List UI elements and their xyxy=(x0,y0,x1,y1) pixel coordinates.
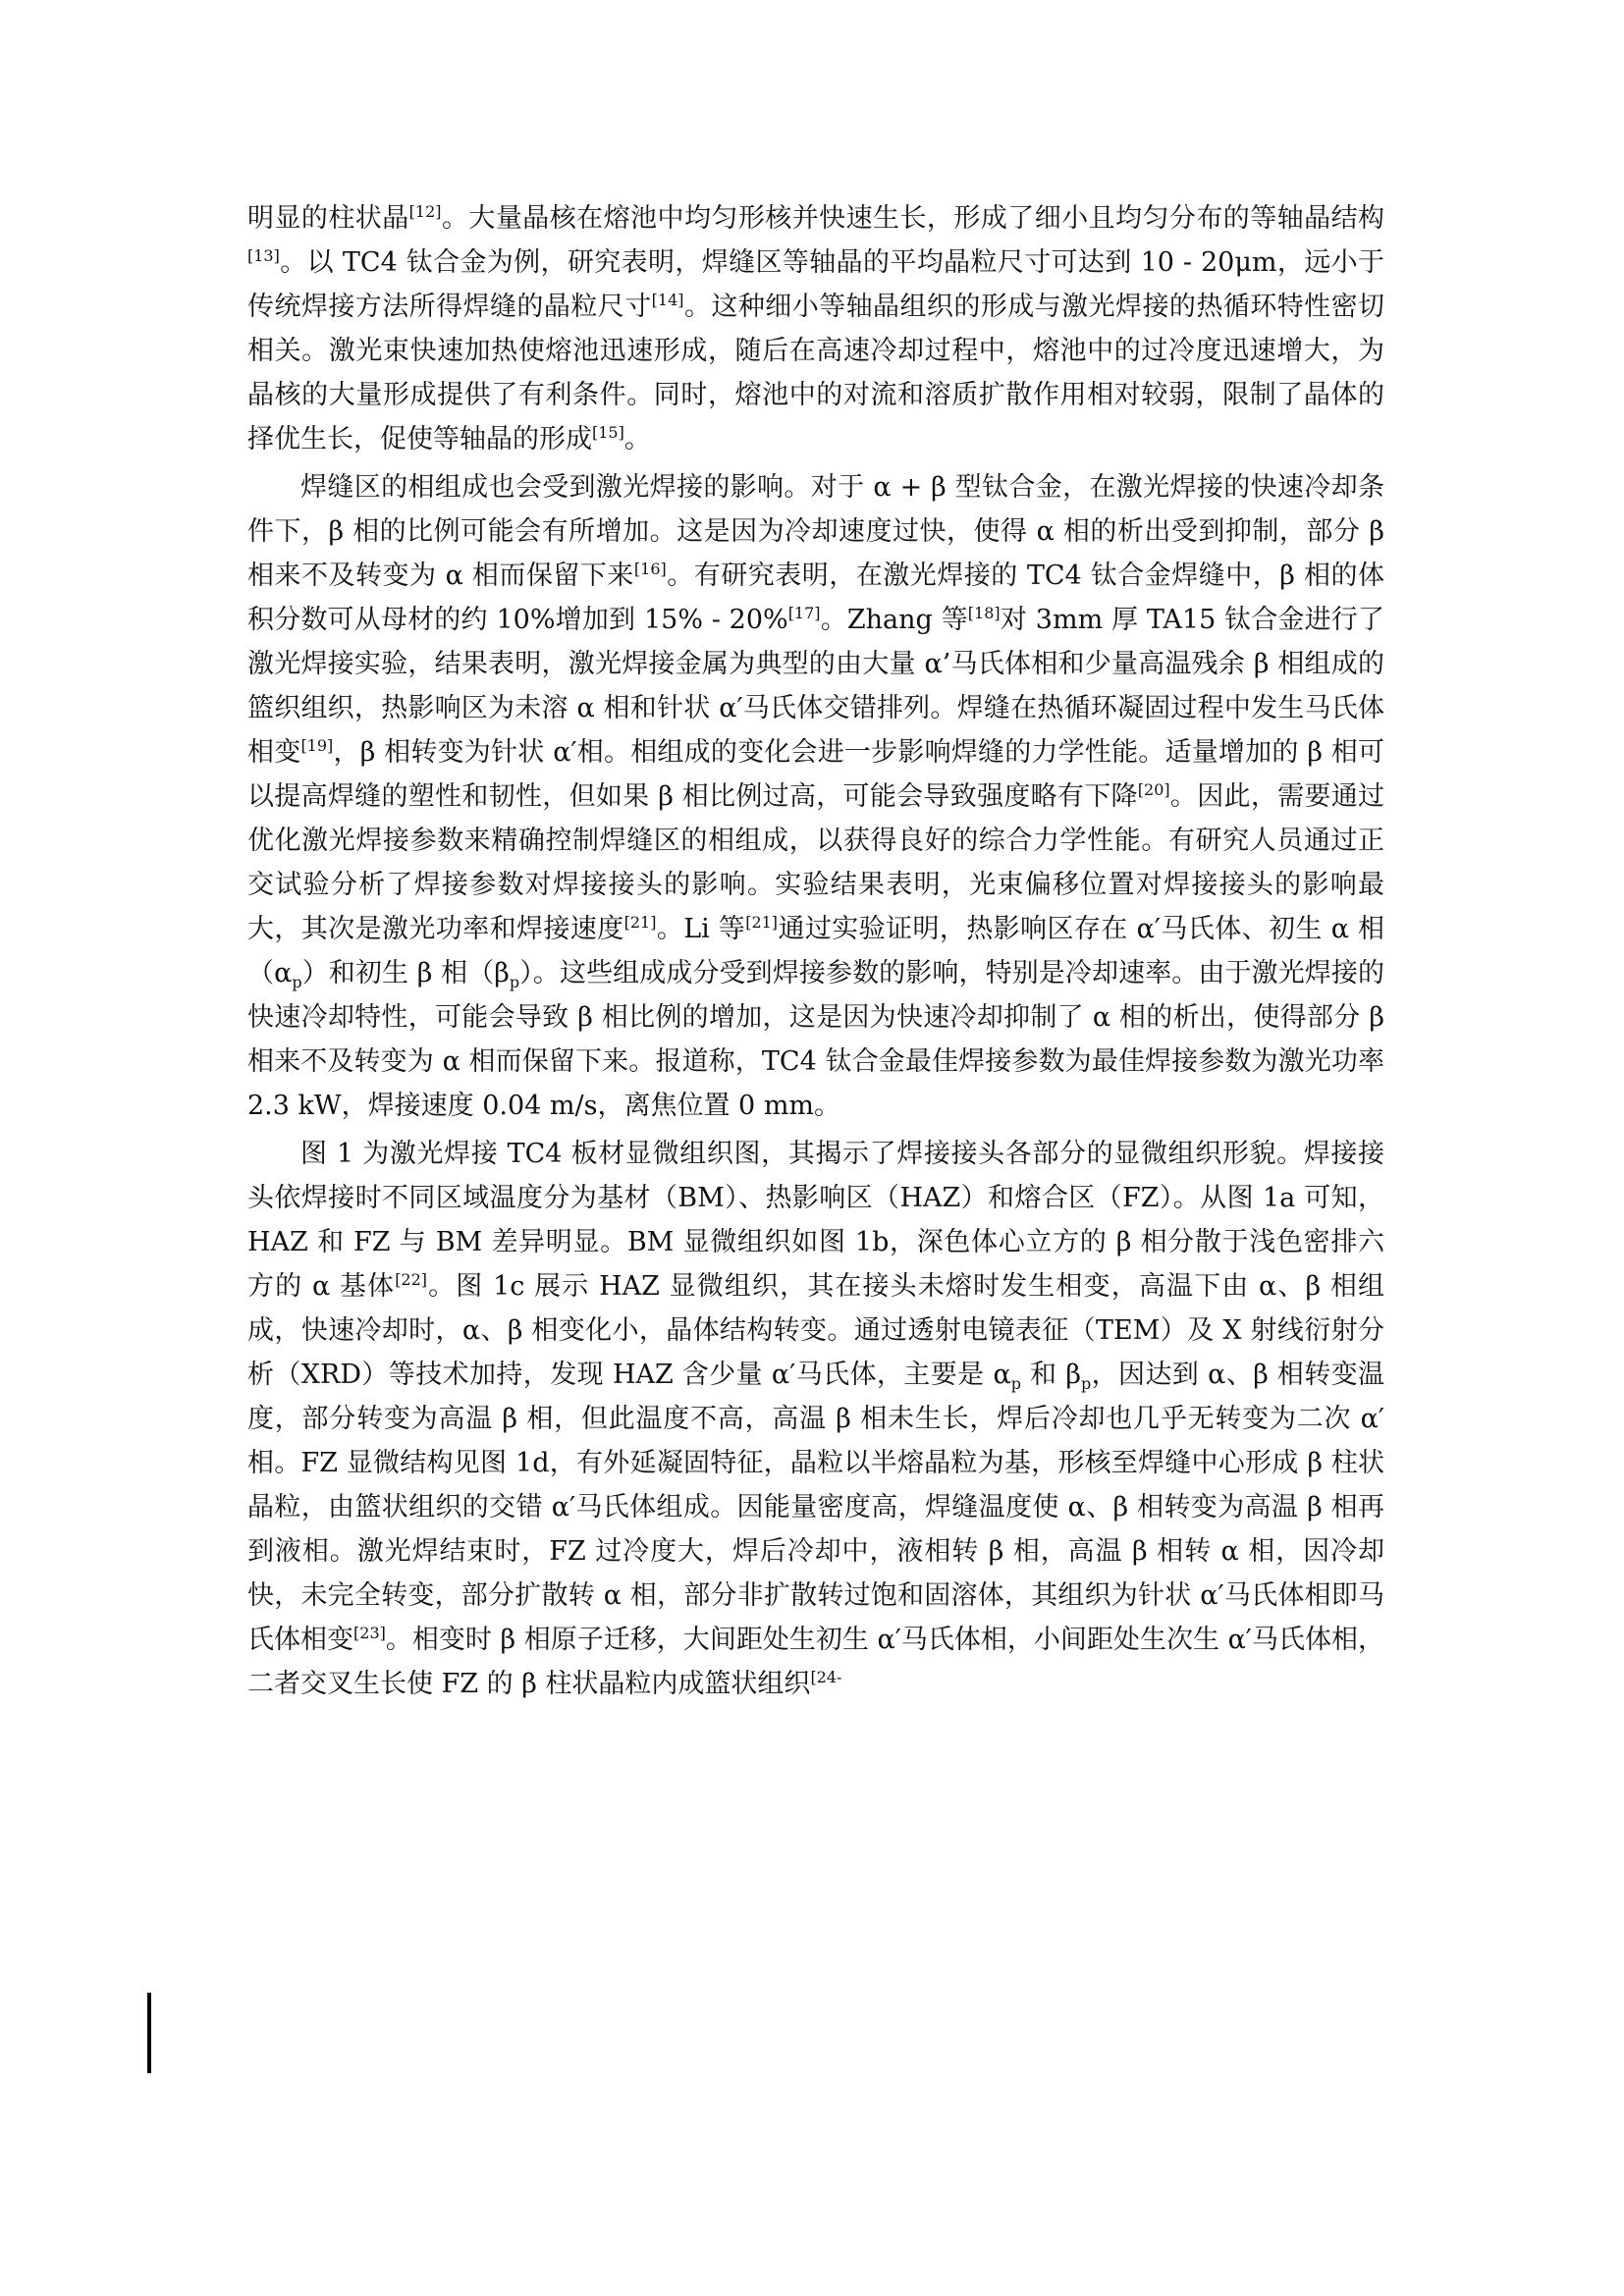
paragraph-text: 。图 1c 展示 HAZ 显微组织，其在接头未熔时发生相变，高温下由 α、β 相组成，快速冷却时，α、β 相变化小，晶体结构转变。通过透射电镜表征（TEM）及 X 射线衍射分析（XRD）等技术加持，发现 HAZ 含少量 α′马氏体，主要是 α xyxy=(247,1271,1384,1390)
citation-superscript: [19] xyxy=(300,736,334,755)
citation-superscript: [21] xyxy=(745,913,779,932)
subscript-text: p xyxy=(1010,1374,1021,1393)
paragraph-text: 。 xyxy=(623,424,651,454)
paragraph-text: 。相变时 β 相原子迁移，大间距处生初生 α′马氏体相，小间距处生次生 α′马氏体相，二者交叉生长使 FZ 的 β 柱状晶粒内成篮状组织 xyxy=(247,1625,1384,1699)
body-paragraph xyxy=(247,465,1384,1128)
citation-superscript: [22] xyxy=(395,1270,428,1289)
document-body xyxy=(247,196,1384,1706)
subscript-text: p xyxy=(292,973,302,991)
body-paragraph xyxy=(247,1132,1384,1706)
subscript-text: p xyxy=(1080,1374,1092,1393)
citation-superscript: [13] xyxy=(247,246,280,265)
paragraph-text: ）。这些组成成分受到焊接参数的影响，特别是冷却速率。由于激光焊接的快速冷却特性，可能会导致 β 相比例的增加，这是因为快速冷却抑制了 α 相的析出，使得部分 β 相来不及转变为 α 相而保留下来。报道称，TC4 钛合金最佳焊接参数为最佳焊接参数为激光功率 2.3 kW，焊接速度 0.04 m/s，离焦位置 0 mm。 xyxy=(247,958,1385,1121)
subscript-text: p xyxy=(509,973,520,991)
paragraph-text: 。因此，需要通过优化激光焊接参数来精确控制焊缝区的相组成，以获得良好的综合力学性能。有研究人员通过正交试验分析了焊接参数对焊接接头的影响。实验结果表明，光束偏移位置对焊接接头的影响最大，其次是激光功率和焊接速度 xyxy=(247,781,1384,944)
paragraph-text: 通过实验证明，热影响区存在 α′马氏体、初生 α 相（α xyxy=(247,914,1384,988)
body-paragraph xyxy=(247,196,1384,461)
citation-superscript: [20] xyxy=(1137,780,1170,799)
paragraph-text: 。有研究表明，在激光焊接的 TC4 钛合金焊缝中，β 相的体积分数可从母材的约 10%增加到 15% - 20% xyxy=(247,561,1384,635)
paragraph-text: 焊缝区的相组成也会受到激光焊接的影响。对于 α + β 型钛合金，在激光焊接的快速冷却条件下，β 相的比例可能会有所增加。这是因为冷却速度过快，使得 α 相的析出受到抑制，部分 β 相来不及转变为 α 相而保留下来 xyxy=(247,472,1384,591)
paragraph-text: ，因达到 α、β 相转变温度，部分转变为高温 β 相，但此温度不高，高温 β 相未生长，焊后冷却也几乎无转变为二次 α′相。FZ 显微结构见图 1d，有外延凝固特征，晶粒以半熔晶粒为基，形核至焊缝中心形成 β 柱状晶粒，由篮状组织的交错 α′马氏体组成。因能量密度高，焊缝温度使 α、β 相转变为高温 β 相再到液相。激光焊结束时，FZ 过冷度大，焊后冷却中，液相转 β 相，高温 β 相转 α 相，因冷却快，未完全转变，部分扩散转 α 相，部分非扩散转过饱和固溶体，其组织为针状 α′马氏体相即马氏体相变 xyxy=(247,1360,1385,1655)
citation-superscript: [24- xyxy=(810,1668,842,1686)
paragraph-text: 。Zhang 等 xyxy=(820,605,968,635)
paragraph-text: 对 3mm 厚 TA15 钛合金进行了激光焊接实验，结果表明，激光焊接金属为典型的由大量 α’马氏体相和少量高温残余 β 相组成的篮织组织，热影响区为未溶 α 相和针状 α′马氏体交错排列。焊缝在热循环凝固过程中发生马氏体相变 xyxy=(247,605,1384,768)
citation-superscript: [17] xyxy=(787,604,821,622)
paragraph-text: 明显的柱状晶 xyxy=(247,203,409,234)
citation-superscript: [23] xyxy=(353,1624,386,1642)
paragraph-text: 。这种细小等轴晶组织的形成与激光焊接的热循环特性密切相关。激光束快速加热使熔池迅速形成，随后在高速冷却过程中，熔池中的过冷度迅速增大，为晶核的大量形成提供了有利条件。同时，熔池中的对流和溶质扩散作用相对较弱，限制了晶体的择优生长，促使等轴晶的形成 xyxy=(247,292,1385,454)
citation-superscript: [16] xyxy=(633,560,667,578)
revision-change-bar xyxy=(147,1993,151,2073)
citation-superscript: [21] xyxy=(623,913,657,932)
citation-superscript: [12] xyxy=(408,202,442,221)
paragraph-text: ）和初生 β 相（β xyxy=(301,958,510,988)
citation-superscript: [18] xyxy=(967,604,1001,622)
citation-superscript: [14] xyxy=(651,291,684,309)
paragraph-text: 。大量晶核在熔池中均匀形核并快速生长，形成了细小且均匀分布的等轴晶结构 xyxy=(441,203,1385,234)
paragraph-text: 。Li 等 xyxy=(656,914,746,944)
citation-superscript: [15] xyxy=(592,423,624,442)
paragraph-text: 和 β xyxy=(1020,1360,1081,1390)
paragraph-text: 。以 TC4 钛合金为例，研究表明，焊缝区等轴晶的平均晶粒尺寸可达到 10 - 20μm，远小于传统焊接方法所得焊缝的晶粒尺寸 xyxy=(247,247,1384,322)
paragraph-text: 图 1 为激光焊接 TC4 板材显微组织图，其揭示了焊接接头各部分的显微组织形貌。焊接接头依焊接时不同区域温度分为基材（BM）、热影响区（HAZ）和熔合区（FZ）。从图 1a 可知，HAZ 和 FZ 与 BM 差异明显。BM 显微组织如图 1b，深色体心立方的 β 相分散于浅色密排六方的 α 基体 xyxy=(247,1139,1384,1302)
paragraph-text: ，β 相转变为针状 α′相。相组成的变化会进一步影响焊缝的力学性能。适量增加的 β 相可以提高焊缝的塑性和韧性，但如果 β 相比例过高，可能会导致强度略有下降 xyxy=(247,737,1384,812)
